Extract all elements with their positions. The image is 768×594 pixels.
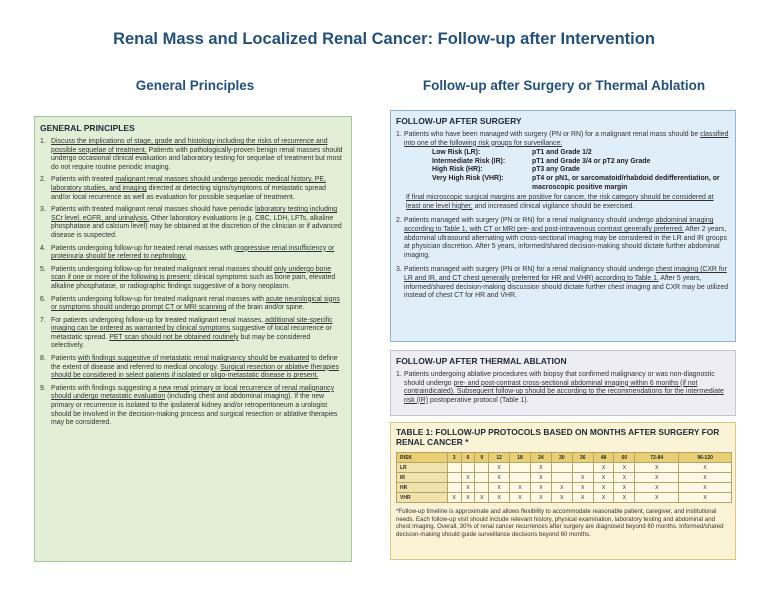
item-text: For patients undergoing follow-up for treated malignant renal masses,: [51, 316, 266, 324]
table-cell: X: [593, 463, 614, 473]
surgery-item-2: [396, 217, 729, 260]
table-cell: X: [635, 473, 679, 483]
item-number: 3.: [396, 266, 402, 274]
item-text-underlined: additional site-specific imaging can be ordered as warranted by clinical symptoms: [51, 316, 333, 333]
table-cell: X: [489, 463, 510, 473]
table-column-header: RISK: [397, 453, 448, 463]
table-cell: X: [530, 493, 551, 503]
principle-item-6: [40, 296, 345, 313]
margin-note-underlined: If final microscopic surgical margins are positive for cancer, the risk category should be considered at least one level higher,: [406, 194, 714, 210]
principle-item-9: [40, 385, 345, 428]
table-cell: [475, 473, 489, 483]
table-cell: [475, 483, 489, 493]
table-cell: X: [461, 473, 475, 483]
item-text: (including chest and abdominal imaging). If the new primary or recurrence is isolated to the ipsilateral kidney and/or retroperitoneum a urologist should be involved in the decision-making process and surgical resection or ablative therapies may be considered.: [51, 393, 338, 427]
principle-item-5: [40, 266, 345, 292]
item-text-underlined: Surgical resection or ablative therapies should be considered in select patients if isolated or oligo-metastatic disease is present.: [51, 363, 339, 380]
item-text: clinical symptoms such as bone pain, elevated alkaline phosphatase, or radiographic findings suggestive of a bony neoplasm.: [51, 274, 336, 290]
risk-group-criteria: pT1 and Grade 3/4 or pT2 any Grade: [532, 157, 651, 165]
table-row: [397, 463, 732, 473]
table1-panel: [390, 422, 736, 560]
item-text: Patients with treated: [51, 176, 116, 184]
table-cell: X: [510, 493, 531, 503]
table-cell: X: [593, 483, 614, 493]
general-principles-list: [40, 138, 345, 428]
item-text: Other laboratory evaluations (e.g. CBC, LDH, LFTs, alkaline phosphatase and calcium level) may be obtained at the discretion of the clinician or if advanced disease is suspected.: [51, 214, 342, 239]
item-number: 5.: [40, 265, 46, 273]
item-text: to define the extent of disease and referred to medical oncology.: [51, 355, 338, 371]
table-cell: X: [635, 463, 679, 473]
item-text: but may be considered selectively.: [51, 333, 311, 350]
item-number: 1.: [396, 131, 402, 138]
item-number: 8.: [40, 355, 46, 363]
table-cell: X: [635, 483, 679, 493]
item-text-underlined: abdominal imaging according to Table 1, with CT or MRI pre- and post-intravenous contrast generally preferred.: [404, 217, 714, 233]
table-cell: X: [679, 493, 732, 503]
table-cell: X: [530, 463, 551, 473]
item-text: After 2 years, abdominal ultrasound alternating with cross-sectional imaging may be considered in the LR and IR groups at physician discretion. After 5 years, informed/shared decision-making should dictate further abdominal imaging.: [404, 225, 727, 259]
item-text: Patients who have been managed with surgery (PN or RN) for a malignant renal mass should be: [404, 131, 701, 138]
followup-surgery-heading: FOLLOW-UP AFTER SURGERY: [396, 116, 522, 126]
item-text: Patients undergoing follow-up for treated renal masses with: [51, 244, 235, 252]
table-cell: X: [510, 483, 531, 493]
table1-heading: TABLE 1: FOLLOW-UP PROTOCOLS BASED ON MONTHS AFTER SURGERY FOR RENAL CANCER *: [396, 427, 720, 447]
table-cell: X: [475, 493, 489, 503]
item-text: After 5 years, informed/shared decision-making discussion should dictate further chest imaging and CXR may be utilized instead of chest CT for HR and VHR.: [404, 274, 729, 300]
table-cell: [510, 473, 531, 483]
risk-group-label: High Risk (HR):: [432, 166, 483, 174]
table-cell: [572, 463, 593, 473]
principle-item-1: [40, 138, 345, 172]
margin-note: and increased clinical vigilance should be exercised.: [472, 202, 635, 210]
table-column-header: 18: [510, 453, 531, 463]
item-text-underlined: PET scan should not be obtained routinely: [109, 333, 239, 341]
item-text-underlined: only undergo bone scan if one or more of the following is present:: [51, 265, 332, 282]
item-number: 2.: [40, 176, 46, 184]
table-cell: X: [614, 493, 635, 503]
principle-item-8: [40, 355, 345, 381]
item-text: Patients managed with surgery (PN or RN) for a renal malignancy should undergo: [404, 266, 656, 274]
table-column-header: 30: [551, 453, 572, 463]
table-header-row: [397, 453, 732, 463]
table-cell: [510, 463, 531, 473]
table-cell: X: [551, 483, 572, 493]
table-cell: X: [530, 483, 551, 493]
risk-cell: VHR: [397, 493, 448, 503]
table-cell: X: [489, 493, 510, 503]
table-column-header: 6: [461, 453, 475, 463]
general-principles-panel: [34, 116, 352, 562]
item-number: 6.: [40, 295, 46, 303]
risk-group-label: Low Risk (LR):: [432, 149, 481, 157]
table-column-header: 60: [614, 453, 635, 463]
item-number: 1.: [396, 371, 402, 378]
risk-group-criteria: pT1 and Grade 1/2: [532, 149, 592, 157]
followup-ablation-heading: FOLLOW-UP AFTER THERMAL ABLATION: [396, 356, 567, 366]
followup-heading: Follow-up after Surgery or Thermal Ablation: [422, 78, 706, 93]
table-column-header: 24: [530, 453, 551, 463]
item-text: Patients with treated malignant renal masses should have periodic: [51, 206, 256, 214]
table-cell: X: [572, 483, 593, 493]
table-cell: [447, 483, 461, 493]
surgery-item-3: [396, 266, 729, 300]
table-row: [397, 473, 732, 483]
item-text-underlined: classified into one of the following risk groups for surveillance:: [404, 131, 729, 147]
page-title: Renal Mass and Localized Renal Cancer: Follow-up after Intervention: [113, 30, 655, 48]
risk-groups: [432, 149, 729, 192]
general-principles-box-heading: GENERAL PRINCIPLES: [40, 123, 135, 133]
item-text-underlined: acute neurological signs or symptoms should undergo prompt CT or MRI scanning: [51, 295, 340, 312]
table-cell: X: [679, 483, 732, 493]
risk-cell: IR: [397, 473, 448, 483]
item-number: 7.: [40, 316, 46, 324]
item-text: Patients undergoing ablative procedures with biopsy that confirmed malignancy or was non-diagnostic should undergo: [404, 371, 715, 387]
table-cell: X: [551, 493, 572, 503]
table-cell: X: [614, 463, 635, 473]
table-cell: [551, 463, 572, 473]
ablation-item-1: [396, 371, 729, 405]
general-principles-heading: General Principles: [135, 78, 255, 93]
item-text-underlined: pre- and post-contrast cross-sectional abdominal imaging within 6 months (if not contraindicated). Subsequent follow-up should be according to the recommendations for the intermediate risk (IR): [404, 379, 724, 404]
table-cell: X: [572, 493, 593, 503]
table-cell: [447, 463, 461, 473]
table-cell: X: [593, 473, 614, 483]
item-text: Patients managed with surgery (PN or RN) for a renal malignancy should undergo: [404, 217, 656, 225]
item-text-underlined: new renal primary or local recurrence of renal malignancy should undergo metastatic evaluation: [51, 384, 335, 401]
table-cell: X: [572, 473, 593, 483]
table-cell: [461, 463, 475, 473]
table-cell: [551, 473, 572, 483]
item-text: Patients with pathologically-proven benign renal masses should undergo occasional clinical evaluation and laboratory testing for sequelae of treatment but most do not require routine periodic imaging.: [51, 146, 343, 171]
risk-group-label: Intermediate Risk (IR):: [432, 157, 506, 165]
followup-table: [396, 452, 732, 503]
table-column-header: 96-120: [679, 453, 732, 463]
table-cell: [447, 473, 461, 483]
table-cell: X: [614, 473, 635, 483]
principle-item-4: [40, 245, 345, 262]
item-text: of the brain and/or spine.: [226, 304, 305, 312]
item-number: 9.: [40, 384, 46, 392]
item-text: Patients undergoing follow-up for treated malignant renal masses with: [51, 295, 266, 303]
risk-group-criteria: pT4 or pN1, or sarcomatoid/rhabdoid dedifferentiation, or macroscopic positive margin: [532, 174, 720, 191]
item-text-underlined: progressive renal insufficiency or proteinuria should be referred to nephrology.: [51, 244, 335, 261]
item-text-underlined: with findings suggestive of metastatic renal malignancy should be evaluated: [77, 355, 310, 363]
table-column-header: 36: [572, 453, 593, 463]
table-cell: X: [489, 473, 510, 483]
item-number: 4.: [40, 244, 46, 252]
table-cell: X: [635, 493, 679, 503]
item-text-underlined: laboratory testing including SCr level, eGFR, and urinalysis.: [51, 206, 338, 222]
principle-item-7: [40, 317, 345, 351]
table-cell: X: [489, 483, 510, 493]
table-cell: X: [461, 483, 475, 493]
item-text: suggestive of local recurrence or metastatic spread.: [51, 325, 332, 341]
item-number: 3.: [40, 206, 46, 214]
followup-surgery-panel: [390, 110, 736, 342]
table-cell: X: [461, 493, 475, 503]
item-text: directed at detecting signs/symptoms of metastatic spread and/or local recurrence as well as evaluation for possible sequelae of treatment.: [51, 184, 327, 201]
item-text-underlined: Discuss the implications of stage, grade and histology including the risks of recurrence and possible sequelae of treatment.: [51, 138, 328, 154]
item-number: 2.: [396, 217, 402, 225]
item-text: Patients: [51, 355, 78, 363]
item-text: Patients undergoing follow-up for treated malignant renal masses should: [51, 265, 274, 273]
table-cell: X: [679, 473, 732, 483]
followup-ablation-panel: [390, 350, 736, 416]
principle-item-2: [40, 176, 345, 202]
table-column-header: 3: [447, 453, 461, 463]
table-column-header: 72-84: [635, 453, 679, 463]
risk-group-criteria: pT3 any Grade: [532, 166, 580, 174]
risk-cell: LR: [397, 463, 448, 473]
item-text-underlined: malignant renal masses should undergo periodic medical history, PE, laboratory studies, and imaging: [51, 176, 326, 192]
table-row: [397, 483, 732, 493]
table-column-header: 12: [489, 453, 510, 463]
item-text: Patients with findings suggesting a: [51, 384, 159, 392]
table-cell: X: [679, 463, 732, 473]
item-text-underlined: chest imaging (CXR for LR and IR, and CT chest generally preferred for HR and VHR) according to Table 1.: [404, 266, 727, 282]
principle-item-3: [40, 206, 345, 240]
table-row: [397, 493, 732, 503]
table-cell: X: [614, 483, 635, 493]
item-number: 1.: [40, 138, 46, 145]
surgery-item-1: [396, 131, 729, 211]
item-text: postoperative protocol (Table 1).: [428, 396, 529, 404]
table-column-header: 9: [475, 453, 489, 463]
table-column-header: 48: [593, 453, 614, 463]
risk-cell: HR: [397, 483, 448, 493]
table-cell: X: [593, 493, 614, 503]
table-cell: [475, 463, 489, 473]
risk-group-label: Very High Risk (VHR):: [432, 174, 504, 182]
table1-footnote: *Follow-up timeline is approximate and allows flexibility to accommodate reasonable patient, caregiver, and institutional needs. Each follow-up visit should include relevant history, physical examination, laboratory testing and abdominal and chest imaging. Overall, 30% of renal cancer recurrences after surgery are diagnosed beyond 60 months. Informed/shared decision-making should guide surveillance decisions beyond 60 months.: [396, 508, 724, 538]
table-cell: X: [447, 493, 461, 503]
table-cell: X: [530, 473, 551, 483]
